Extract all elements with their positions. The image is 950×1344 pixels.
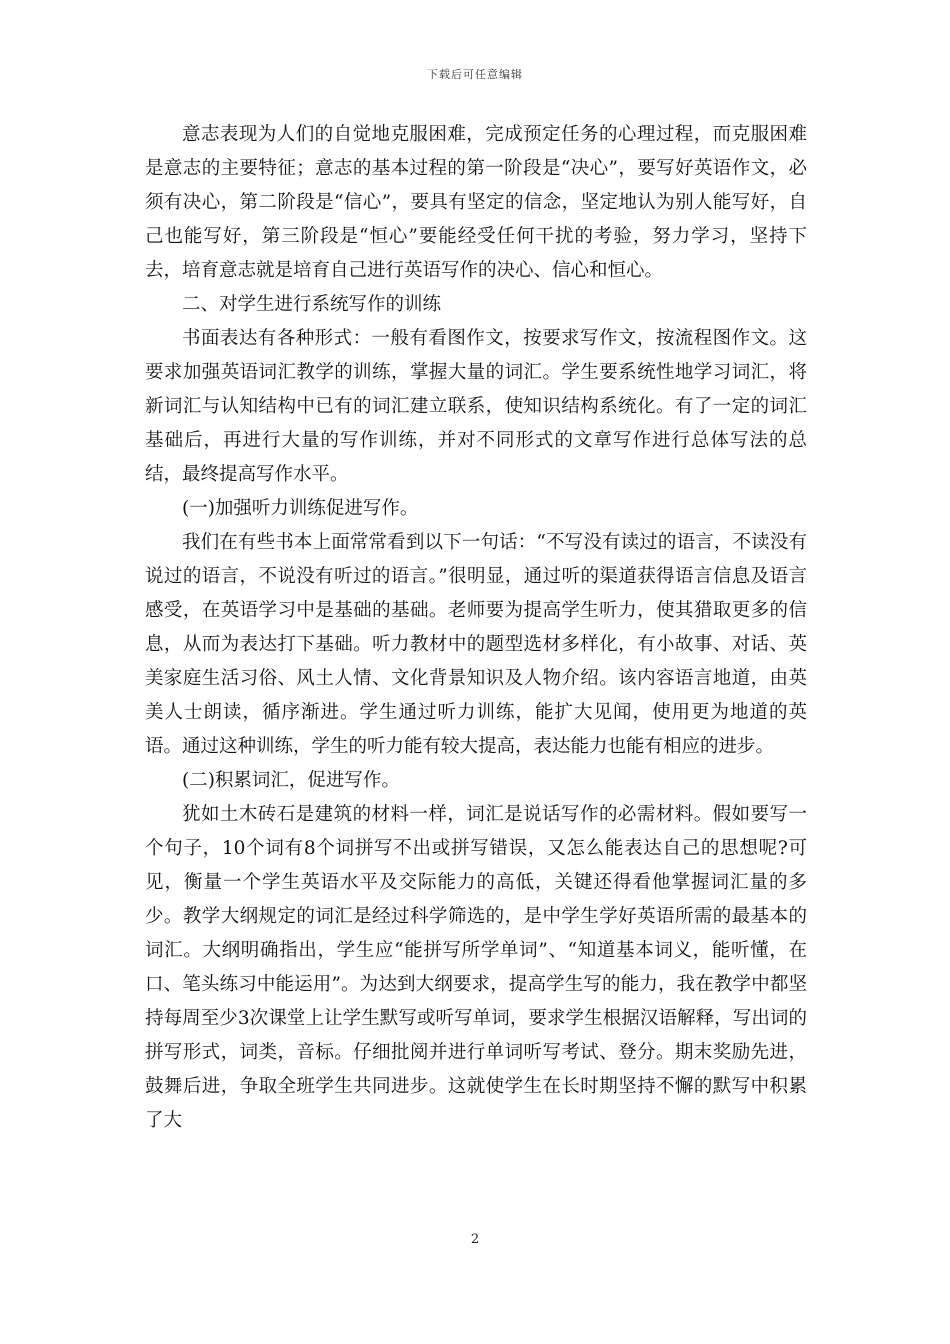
section-heading-writing-training: 二、对学生进行系统写作的训练 — [182, 294, 442, 315]
paragraph-written-expression: 书面表达有各种形式：一般有看图作文，按要求写作文，按流程图作文。这要求加强英语词汇教学的训练，掌握大量的词汇。学生要系统性地学习词汇，将新词汇与认知结构中已有的词汇建立联系，使知识结构系统化。有了一定的词汇基础后，再进行大量的写作训练，并对不同形式的文章写作进行总体写法的总结，最终提高写作水平。 — [145, 328, 807, 485]
paragraph-vocabulary: 犹如土木砖石是建筑的材料一样，词汇是说话写作的必需材料。假如要写一个句子，10个词有8个词拼写不出或拼写错误，又怎么能表达自己的思想呢?可见，衡量一个学生英语水平及交际能力的高低，关键还得看他掌握词汇量的多少。教学大纲规定的词汇是经过科学筛选的，是中学生学好英语所需的最基本的词汇。大纲明确指出，学生应“能拼写所学单词”、“知道基本词义，能听懂，在口、笔头练习中能运用”。为达到大纲要求，提高学生写的能力，我在教学中都坚持每周至少3次课堂上让学生默写或听写单词，要求学生根据汉语解释，写出词的拼写形式，词类，音标。仔细批阅并进行单词听写考试、登分。期末奖励先进，鼓舞后进，争取全班学生共同进步。这就使学生在长时期坚持不懈的默写中积累了大 — [145, 804, 807, 1131]
document-body — [145, 118, 807, 1138]
page-number: 2 — [470, 1232, 480, 1247]
subheading-vocabulary: (二)积累词汇，促进写作。 — [182, 770, 400, 791]
page-header: 下载后可任意编辑 — [427, 68, 523, 81]
paragraph-listening: 我们在有些书本上面常常看到以下一句话：“不写没有读过的语言，不读没有说过的语言，不说没有听过的语言。”很明显，通过听的渠道获得语言信息及语言感受，在英语学习中是基础的基础。老师要为提高学生听力，使其猎取更多的信息，从而为表达打下基础。听力教材中的题型选材多样化，有小故事、对话、英美家庭生活习俗、风土人情、文化背景知识及人物介绍。该内容语言地道，由英美人士朗读，循序渐进。学生通过听力训练，能扩大见闻，使用更为地道的英语。通过这种训练，学生的听力能有较大提高，表达能力也能有相应的进步。 — [145, 532, 807, 757]
subheading-listening: (一)加强听力训练促进写作。 — [182, 498, 419, 519]
paragraph-willpower: 意志表现为人们的自觉地克服困难，完成预定任务的心理过程，而克服困难是意志的主要特征；意志的基本过程的第一阶段是“决心”，要写好英语作文，必须有决心，第二阶段是“信心”，要具有坚定的信念，坚定地认为别人能写好，自己也能写好，第三阶段是“恒心”要能经受任何干扰的考验，努力学习，坚持下去，培育意志就是培育自己进行英语写作的决心、信心和恒心。 — [145, 124, 807, 281]
